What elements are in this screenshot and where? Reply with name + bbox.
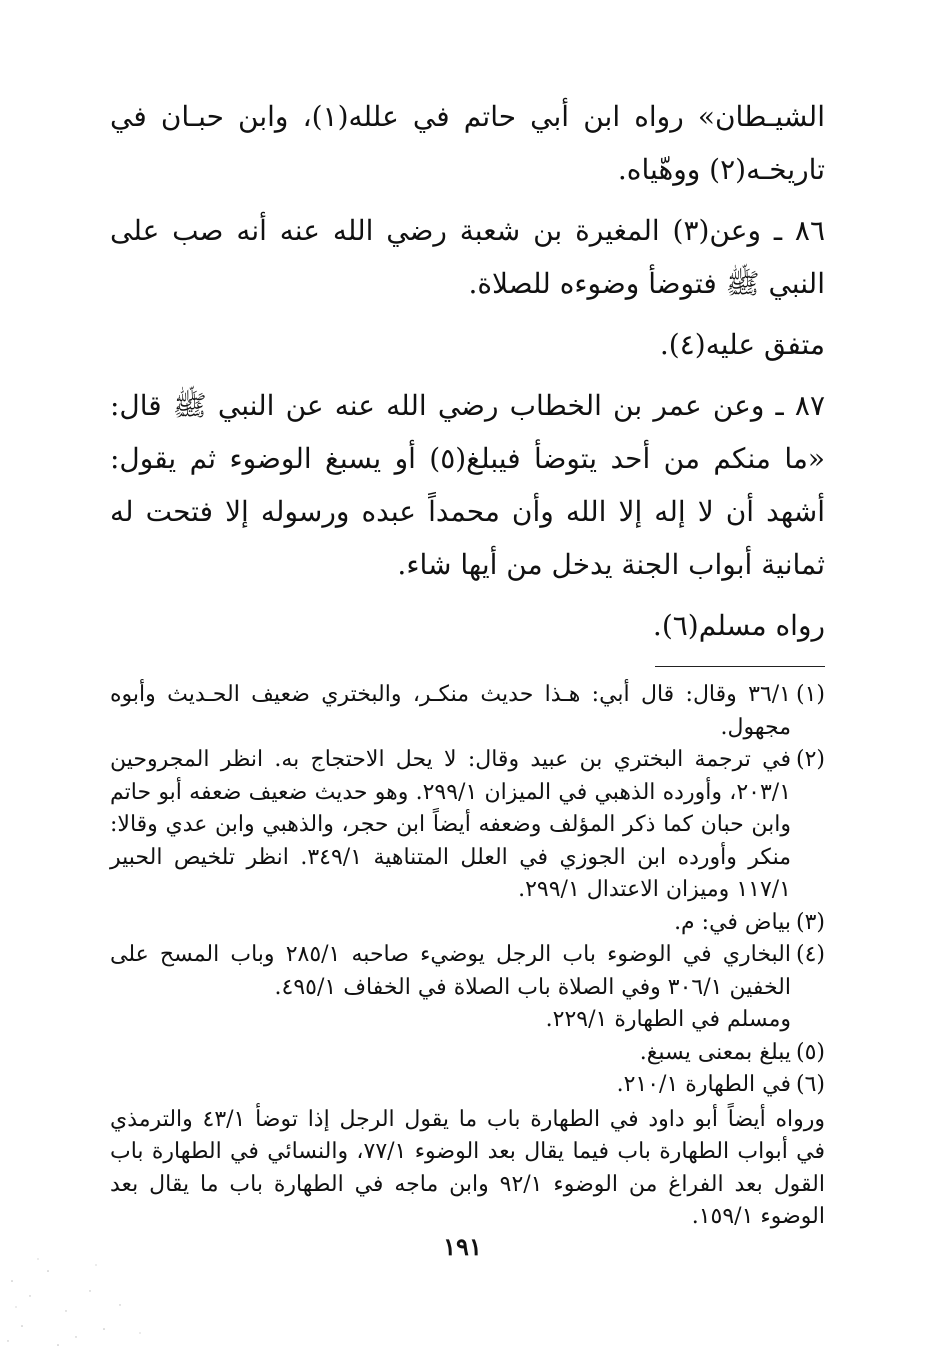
hadith-87-source: رواه مسلم(٦).	[652, 609, 825, 642]
page-number: ١٩١	[443, 1232, 482, 1261]
footnote-6	[110, 1069, 825, 1102]
footnote-number: (٦)	[795, 1072, 825, 1097]
footnote-text: في الطهارة ٢١٠/١.	[616, 1072, 791, 1097]
footnote-separator	[110, 652, 825, 679]
footnote-text: بياض في: م.	[674, 909, 791, 935]
footnote-text: يبلغ بمعنى يسبغ.	[639, 1039, 791, 1065]
hadith-86: ٨٦ ـ وعن(٣) المغيرة بن شعبة رضي الله عنه أنه صب على النبي ﷺ فتوضأ وضوءه للصلاة.	[110, 214, 825, 300]
hadith-86-source: متفق عليه(٤).	[659, 328, 825, 361]
footnote-text: ٣٦/١ وقال: قال أبي: هـذا حديث منكـر، والبختري ضعيف الحـديث وأبوه مجهول.	[110, 682, 791, 740]
page-body	[110, 90, 825, 1234]
hadith-87: ٨٧ ـ وعن عمر بن الخطاب رضي الله عنه عن النبي ﷺ قال: «ما منكم من أحد يتوضأ فيبلغ(٥) أو يسبغ الوضوء ثم يقول: أشهد أن لا إله إلا الله وأن محمداً عبده ورسوله إلا فتحت له ثمانية أبواب الجنة يدخل من أيها شاء.	[110, 389, 825, 581]
footnote-4	[110, 939, 825, 1004]
footnote-number: (٢)	[795, 747, 825, 772]
paragraph-intro: الشيـطان» رواه ابن أبي حاتم في علله(١)، وابن حبـان في تاريخـه(٢) ووهّياه.	[110, 100, 825, 186]
footnote-number: (٣)	[795, 909, 825, 935]
footnote-3	[110, 907, 825, 940]
footnote-number: (١)	[795, 682, 825, 707]
scan-noise	[0, 1241, 160, 1361]
footnote-text: البخاري في الوضوء باب الرجل يوضيء صاحبه ٢٨٥/١ وباب المسح على الخفين ٣٠٦/١ وفي الصلاة باب الصلاة في الخفاف ٤٩٥/١.	[110, 942, 791, 1000]
footnotes	[110, 679, 825, 1234]
footnote-2	[110, 744, 825, 907]
main-text	[110, 90, 825, 652]
footnote-number: (٤)	[795, 942, 825, 967]
footnote-text: في ترجمة البختري بن عبيد وقال: لا يحل الاحتجاج به. انظر المجروحين ٢٠٣/١، وأورده الذهبي في الميزان ٢٩٩/١. وهو حديث ضعيف ضعفه أبو حاتم وابن حبان كما ذكر المؤلف وضعفه أيضاً ابن حجر، والذهبي وابن عدي وقالا: منكر وأورده ابن الجوزي في العلل المتناهية ٣٤٩/١. انظر تلخيص الحبير ١١٧/١ وميزان الاعتدال ٢٩٩/١.	[110, 747, 792, 902]
footnote-5	[110, 1037, 825, 1070]
footnote-number: (٥)	[795, 1039, 825, 1065]
footnote-6-continuation: ورواه أيضاً أبو داود في الطهارة باب ما يقول الرجل إذا توضأ ٤٣/١ والترمذي في أبواب الطهارة باب فيما يقال بعد الوضوء ٧٧/١، والنسائي في الطهارة باب القول بعد الفراغ من الوضوء ٩٢/١ وابن ماجه في الطهارة باب ما يقال بعد الوضوء ١٥٩/١.	[110, 1106, 825, 1229]
footnote-4-continuation: ومسلم في الطهارة ٢٢٩/١.	[545, 1007, 791, 1032]
footnote-1	[110, 679, 825, 744]
